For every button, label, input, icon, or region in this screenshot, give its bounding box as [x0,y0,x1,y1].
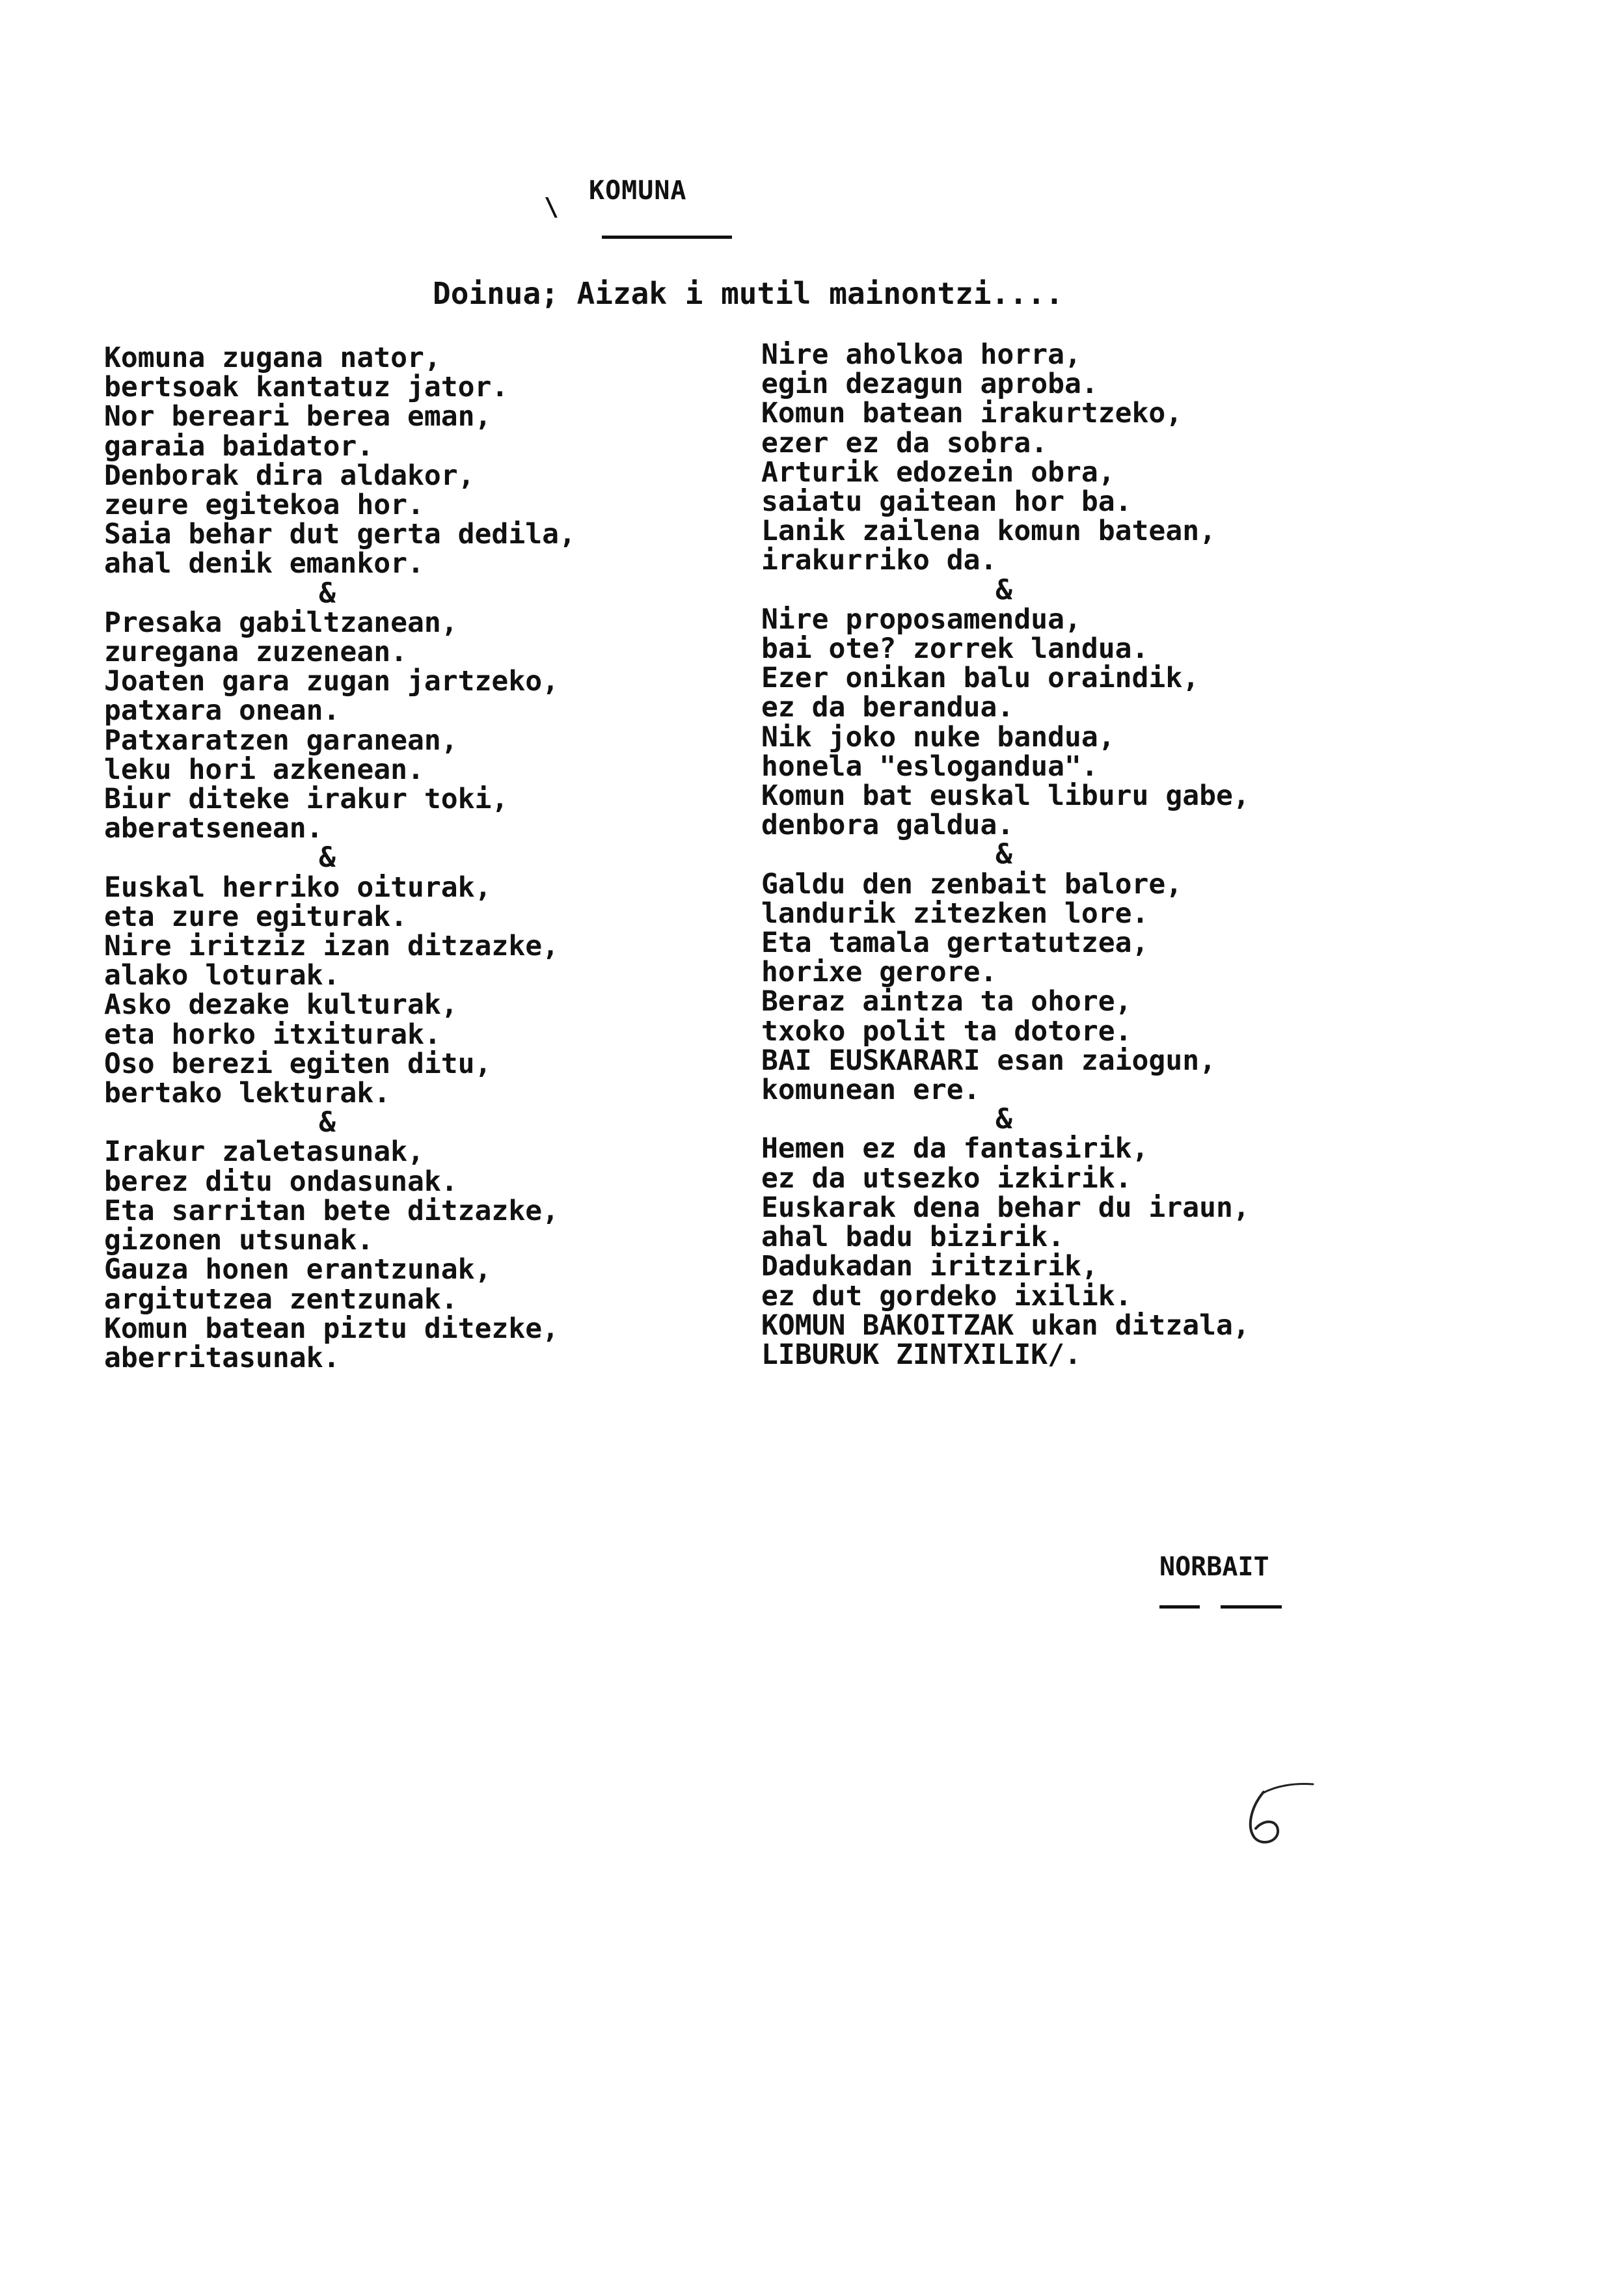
verse-line: Nire iritziz izan ditzazke, [104,930,559,963]
stanza-separator: & [319,841,336,875]
stanza-separator: & [319,1106,336,1139]
verse-line: Hemen ez da fantasirik, [761,1132,1149,1165]
verse-line: argitutzea zentzunak. [104,1283,458,1316]
signature-underline-right [1221,1605,1282,1609]
verse-line: gizonen utsunak. [104,1224,374,1257]
verse-line: berez ditu ondasunak. [104,1165,458,1198]
verse-line: Beraz aintza ta ohore, [761,985,1132,1018]
verse-line: txoko polit ta dotore. [761,1014,1132,1048]
verse-line: Patxaratzen garanean, [104,724,458,757]
verse-line: horixe gerore. [761,956,997,989]
verse-line: Komuna zugana nator, [104,342,441,374]
verse-line: Asko dezake kulturak, [104,988,458,1022]
verse-line: Nire proposamendua, [761,603,1081,636]
verse-line: leku hori azkenean. [104,753,424,786]
verse-line: honela "eslogandua". [761,750,1098,783]
poem-title: KOMUNA [589,176,687,206]
verse-line: aberatsenean. [104,812,323,845]
verse-line: Euskarak dena behar du iraun, [761,1191,1250,1224]
stanza-separator: & [995,838,1012,871]
stanza-separator: & [995,573,1012,606]
verse-line: Dadukadan iritzirik, [761,1250,1098,1283]
verse-line: zuregana zuzenean. [104,636,407,669]
verse-line: KOMUN BAKOITZAK ukan ditzala, [761,1309,1250,1342]
verse-line: aberritasunak. [104,1341,340,1374]
verse-line: Irakur zaletasunak, [104,1135,424,1169]
verse-line: ez da berandua. [761,691,1014,724]
right-column [761,340,1250,1370]
verse-line: bertako lekturak. [104,1077,391,1110]
verse-line: ahal badu bizirik. [761,1221,1064,1254]
verse-line: eta horko itxiturak. [104,1018,441,1051]
verse-line: eta zure egiturak. [104,900,407,933]
verse-line: Joaten gara zugan jartzeko, [104,665,559,698]
signature: NORBAIT [1159,1552,1269,1582]
verse-line: Euskal herriko oiturak, [104,871,492,904]
verse-line: alako loturak. [104,959,340,992]
verse-line: Komun batean irakurtzeko, [761,397,1183,430]
verse-line: Galdu den zenbait balore, [761,867,1183,901]
tune-line: Doinua; Aizak i mutil mainontzi.... [433,276,1064,311]
verse-line: Gauza honen erantzunak, [104,1253,492,1286]
verse-line: Saia behar dut gerta dedila, [104,518,576,551]
verse-line: Oso berezi egiten ditu, [104,1047,492,1080]
stanza-separator: & [995,1103,1012,1136]
verse-line: Biur diteke irakur toki, [104,783,509,816]
verse-line: saiatu gaitean hor ba. [761,485,1132,519]
verse-line: Komun batean piztu ditezke, [104,1312,559,1345]
verse-line: landurik zitezken lore. [761,897,1149,930]
verse-line: denbora galdua. [761,809,1014,842]
verse-line: patxara onean. [104,694,340,727]
verse-line: bertsoak kantatuz jator. [104,371,509,404]
verse-line: Eta sarritan bete ditzazke, [104,1194,559,1227]
verse-line: bai ote? zorrek landua. [761,632,1149,666]
verse-line: Nor bereari berea eman, [104,400,492,433]
verse-line: ez dut gordeko ixilik. [761,1279,1132,1312]
verse-line: ahal denik emankor. [104,547,424,580]
verse-line: Komun bat euskal liburu gabe, [761,780,1250,813]
tick-mark: \ [544,193,559,221]
verse-line: BAI EUSKARARI esan zaiogun, [761,1044,1216,1077]
verse-line: irakurriko da. [761,544,997,577]
verse-line: Arturik edozein obra, [761,455,1115,489]
verse-line: komunean ere. [761,1074,981,1107]
verse-line: egin dezagun aproba. [761,368,1098,401]
verse-line: Lanik zailena komun batean, [761,515,1216,548]
verse-line: Presaka gabiltzanean, [104,606,458,639]
verse-line: garaia baidator. [104,429,374,463]
verse-line: Ezer onikan balu oraindik, [761,662,1200,695]
verse-line: Nik joko nuke bandua, [761,720,1115,754]
verse-line: LIBURUK ZINTXILIK/. [761,1338,1081,1371]
verse-line: Nire aholkoa horra, [761,338,1081,371]
verse-line: Eta tamala gertatutzea, [761,927,1149,960]
verse-line: ez da utsezko izkirik. [761,1161,1132,1195]
verse-line: ezer ez da sobra. [761,426,1048,459]
left-column [104,344,576,1373]
handwritten-page-number [1236,1770,1327,1861]
title-underline [602,236,732,239]
stanza-separator: & [319,577,336,610]
verse-line: zeure egitekoa hor. [104,489,424,522]
signature-underline-left [1159,1605,1200,1609]
verse-line: Denborak dira aldakor, [104,459,475,492]
